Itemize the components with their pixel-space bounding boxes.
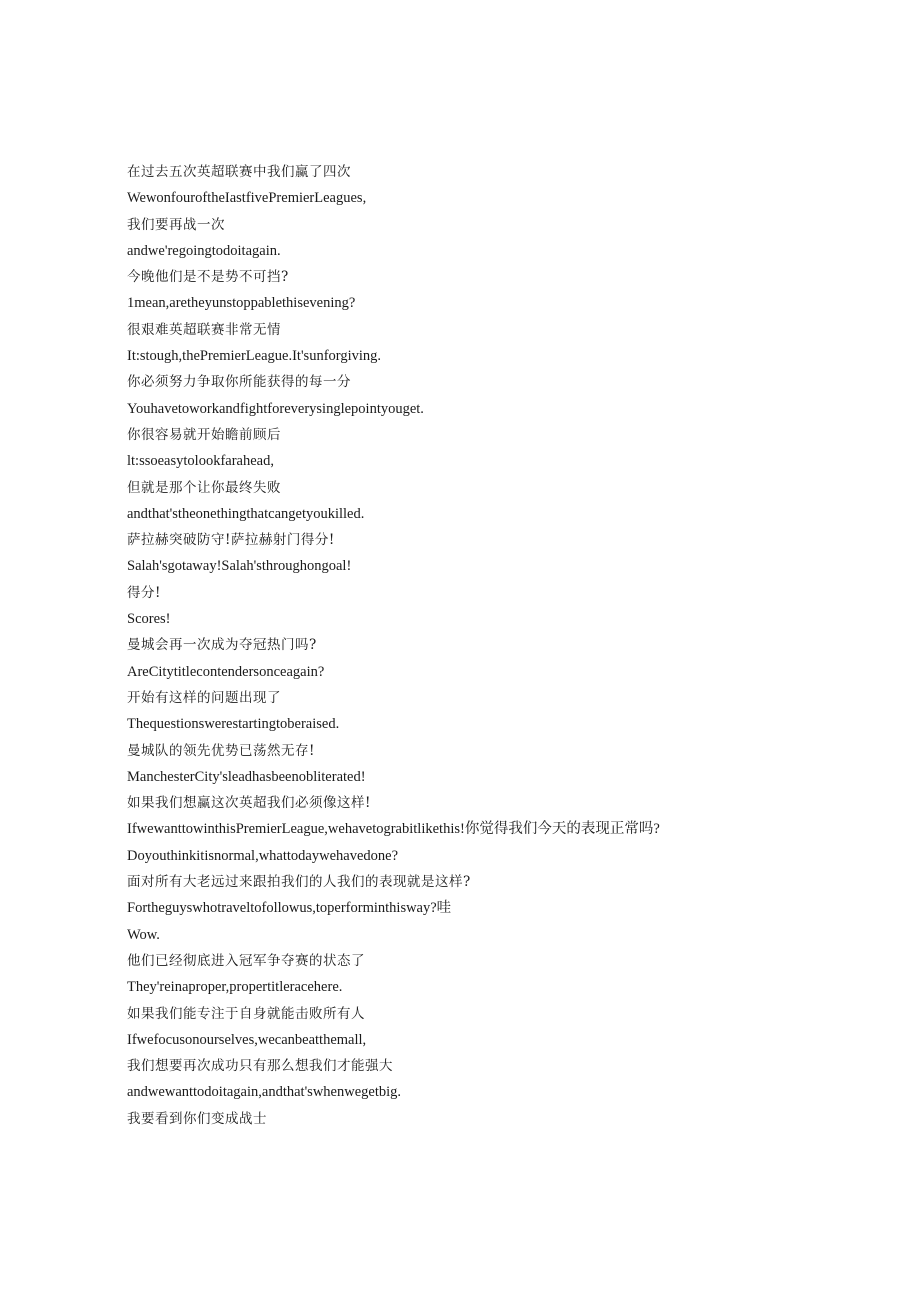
transcript-line-en: Thequestionswerestartingtoberaised.: [127, 716, 340, 733]
transcript-line-en: Ifwefocusonourselves,wecanbeatthemall,: [127, 1031, 367, 1048]
transcript-line-en: Scores!: [127, 611, 171, 628]
transcript-line-zh: 很艰难英超联赛非常无情: [127, 321, 281, 338]
transcript-lines: [127, 159, 887, 1132]
transcript-line-en: Wow.: [127, 926, 160, 943]
transcript-line-en: Youhavetoworkandfightforeverysinglepointyouget.: [127, 400, 424, 417]
transcript-line-zh: 如果我们能专注于自身就能击败所有人: [127, 1005, 365, 1022]
transcript-line-zh: 你很容易就开始瞻前顾后: [127, 426, 281, 443]
transcript-line-zh: 曼城队的领先优势已荡然无存!: [127, 742, 315, 759]
transcript-line-en: Doyouthinkitisnormal,whattodaywehavedone?: [127, 847, 399, 864]
transcript-line-en: andthat'stheonethingthatcangetyoukilled.: [127, 505, 365, 522]
transcript-line-zh: 得分!: [127, 584, 161, 601]
transcript-line-zh: 他们已经彻底进入冠军争夺赛的状态了: [127, 952, 365, 969]
transcript-line-en: IfwewanttowinthisPremierLeague,wehavetograbitlikethis!你觉得我们今天的表现正常吗?: [127, 821, 660, 838]
transcript-line-en: It:stough,thePremierLeague.It'sunforgiving.: [127, 348, 382, 365]
transcript-line-zh: 我要看到你们变成战士: [127, 1110, 267, 1127]
transcript-line-zh: 开始有这样的问题出现了: [127, 689, 281, 706]
transcript-line-en: ManchesterCity'sleadhasbeenobliterated!: [127, 768, 366, 785]
transcript-line-zh: 我们要再战一次: [127, 216, 225, 233]
transcript-line-en: They'reinaproper,propertitleracehere.: [127, 979, 343, 996]
transcript-line-zh: 曼城会再一次成为夺冠热门吗?: [127, 637, 317, 654]
transcript-line-en: WewonfouroftheIastfivePremierLeagues,: [127, 190, 367, 207]
transcript-line-en: andwewanttodoitagain,andthat'swhenwegetbig.: [127, 1084, 402, 1101]
transcript-line-zh: 面对所有大老远过来跟拍我们的人我们的表现就是这样?: [127, 874, 471, 891]
transcript-line-zh: 在过去五次英超联赛中我们赢了四次: [127, 164, 351, 180]
transcript-line-zh: 但就是那个让你最终失败: [127, 479, 281, 496]
transcript-line-zh: 我们想要再次成功只有那么想我们才能强大: [127, 1058, 393, 1075]
transcript-line-zh: 如果我们想赢这次英超我们必须像这样!: [127, 795, 371, 812]
transcript-line-en: andwe'regoingtodoitagain.: [127, 242, 281, 259]
transcript-line-en: Salah'sgotaway!Salah'sthroughongoal!: [127, 558, 352, 575]
transcript-line-en: 1mean,aretheyunstoppablethisevening?: [127, 295, 356, 312]
transcript-line-zh: 你必须努力争取你所能获得的每一分: [127, 374, 351, 391]
transcript-line-en: AreCitytitlecontendersonceagain?: [127, 663, 325, 680]
transcript-line-en: lt:ssoeasytolookfarahead,: [127, 453, 274, 470]
transcript-line-zh: 萨拉赫突破防守!萨拉赫射门得分!: [127, 532, 335, 549]
transcript-line-zh: 今晚他们是不是势不可挡?: [127, 269, 289, 286]
transcript-line-en: Fortheguyswhotraveltofollowus,toperforminthisway?哇: [127, 900, 452, 917]
